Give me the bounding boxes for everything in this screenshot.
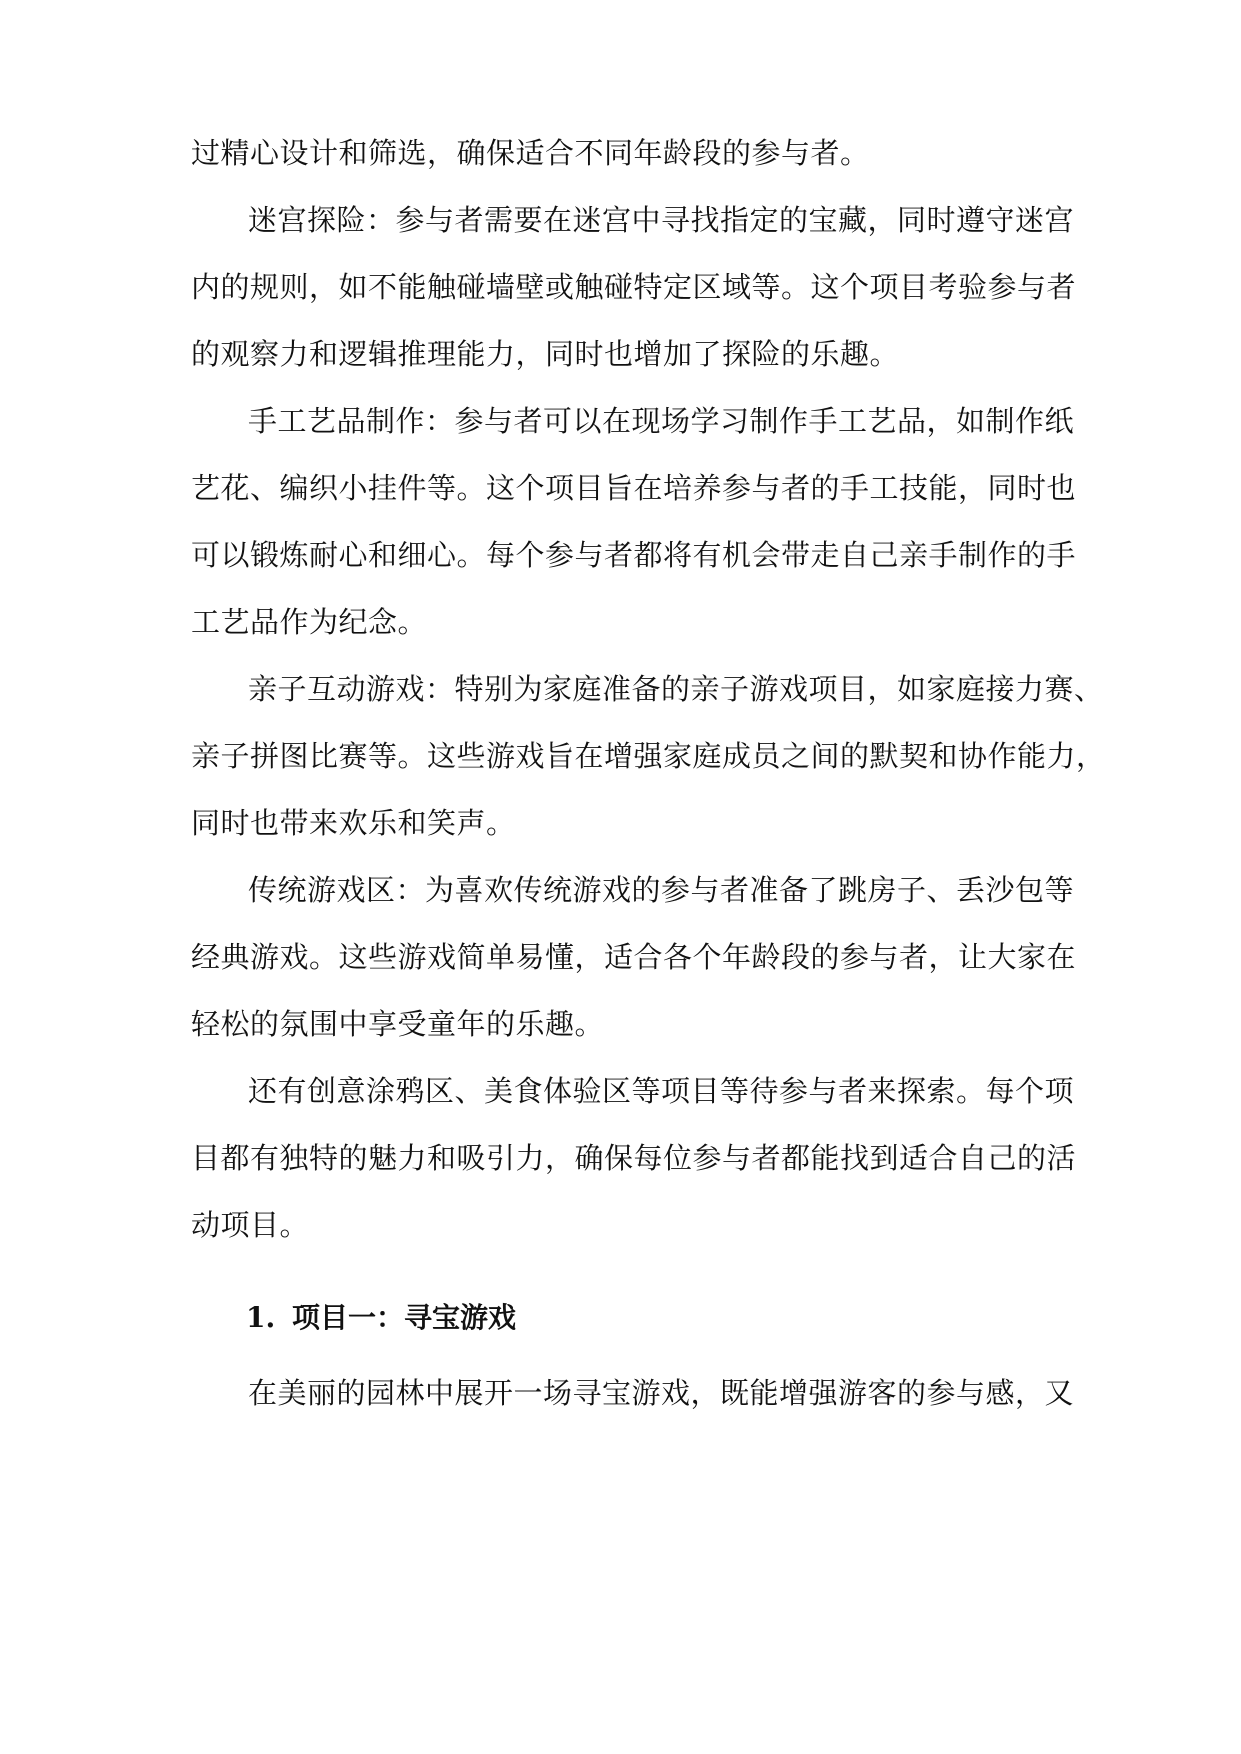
paragraph-line: 可以锻炼耐心和细心。每个参与者都将有机会带走自己亲手制作的手 <box>191 538 1077 572</box>
paragraph-line: 还有创意涂鸦区、美食体验区等项目等待参与者来探索。每个项 <box>248 1074 1075 1108</box>
paragraph-line: 工艺品作为纪念。 <box>191 605 428 639</box>
paragraph-line: 同时也带来欢乐和笑声。 <box>191 806 516 840</box>
paragraph-line: 经典游戏。这些游戏简单易懂，适合各个年龄段的参与者，让大家在 <box>191 940 1077 974</box>
paragraph-line: 艺花、编织小挂件等。这个项目旨在培养参与者的手工技能，同时也 <box>191 471 1077 505</box>
section-title: 项目一：寻宝游戏 <box>292 1301 517 1334</box>
paragraph-line: 目都有独特的魅力和吸引力，确保每位参与者都能找到适合自己的活 <box>191 1141 1077 1175</box>
paragraph-line: 内的规则，如不能触碰墙壁或触碰特定区域等。这个项目考验参与者 <box>191 270 1077 304</box>
section-heading <box>246 1298 516 1338</box>
paragraph-line: 的观察力和逻辑推理能力，同时也增加了探险的乐趣。 <box>191 337 900 371</box>
paragraph-line: 传统游戏区：为喜欢传统游戏的参与者准备了跳房子、丢沙包等 <box>248 873 1075 907</box>
paragraph-line: 过精心设计和筛选，确保适合不同年龄段的参与者。 <box>191 136 870 170</box>
section-number: 1. <box>246 1301 276 1334</box>
paragraph-line: 亲子拼图比赛等。这些游戏旨在增强家庭成员之间的默契和协作能力， <box>191 739 1106 773</box>
paragraph-line: 轻松的氛围中享受童年的乐趣。 <box>191 1007 605 1041</box>
paragraph-line: 在美丽的园林中展开一场寻宝游戏，既能增强游客的参与感，又 <box>248 1376 1075 1410</box>
paragraph-line: 迷宫探险：参与者需要在迷宫中寻找指定的宝藏，同时遵守迷宫 <box>248 203 1075 237</box>
paragraph-line: 亲子互动游戏：特别为家庭准备的亲子游戏项目，如家庭接力赛、 <box>248 672 1104 706</box>
paragraph-line: 手工艺品制作：参与者可以在现场学习制作手工艺品，如制作纸 <box>248 404 1075 438</box>
paragraph-line: 动项目。 <box>191 1208 310 1242</box>
